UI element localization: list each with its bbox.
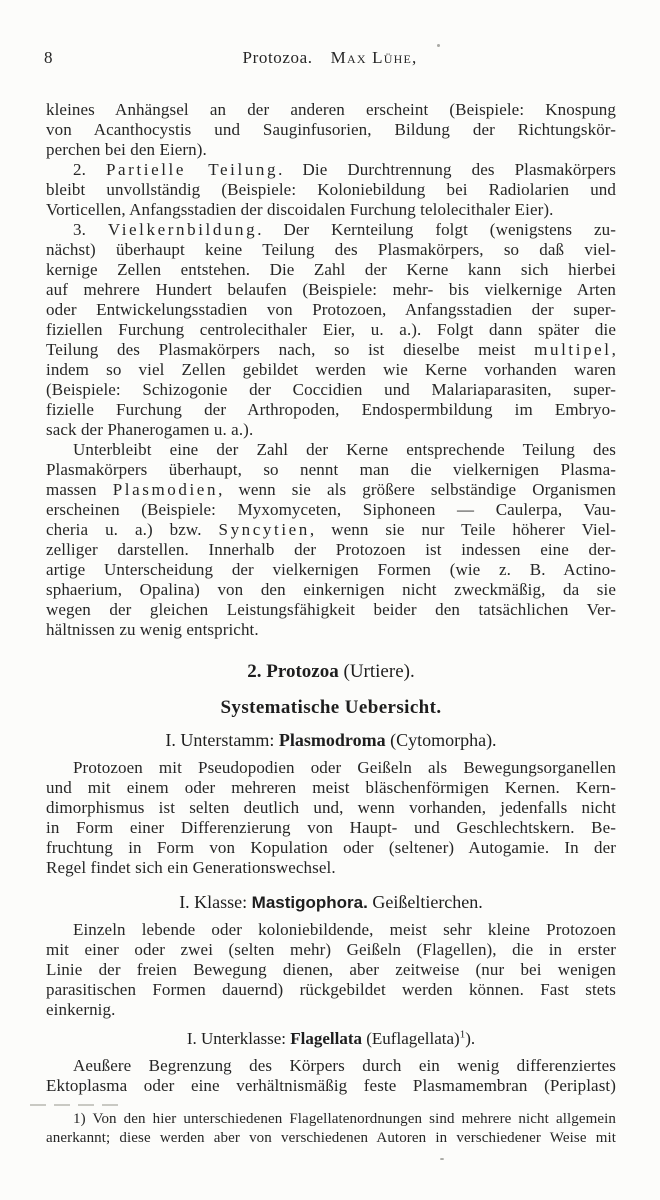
letterspaced-term: multipel	[534, 340, 612, 359]
text-line: parasitischen Formen dauernd) rückgebildet werden können. Fast stets	[46, 980, 616, 999]
text-line: Linie der freien Bewegung dienen, aber zeitweise (nur bei wenigen	[46, 960, 616, 979]
running-title: Protozoa.	[242, 48, 313, 67]
text-line: Vorticellen, Anfangsstadien der discoidalen Furchung telolecithaler Eier).	[46, 200, 554, 219]
text-line: Protozoen mit Pseudopodien oder Geißeln als Bewegungsorganellen	[73, 758, 616, 777]
heading-rest: (Cytomorpha).	[385, 730, 497, 750]
text-line: nächst) überhaupt keine Teilung des Plasmakörpers, so daß viel-	[46, 240, 616, 259]
running-header	[0, 0, 660, 68]
paragraph-vielkernbildung	[46, 220, 616, 440]
heading-rest: Geißeltierchen.	[367, 892, 483, 912]
letterspaced-term: Vielkernbildung	[107, 220, 258, 239]
text-line: erscheinen (Beispiele: Myxomyceten, Siphoneen — Caulerpa, Vau-	[46, 500, 616, 519]
text-line: sphaerium, Opalina) von den einkernigen nicht zweckmäßig, da sie	[46, 580, 616, 599]
line-part: cheria u. a.) bzw.	[46, 520, 219, 539]
text-line: artige Unterscheidung der vielkernigen Formen (wie z. B. Actino-	[46, 560, 616, 579]
line-part: . Der Kernteilung folgt (wenigstens zu-	[257, 220, 616, 239]
text-line: sack der Phanerogamen u. a.).	[46, 420, 254, 439]
paragraph-plasmodien	[46, 440, 616, 640]
scan-speck	[440, 1158, 444, 1160]
text-line: einkernig.	[46, 1000, 116, 1019]
heading-pre: I. Klasse:	[179, 892, 252, 912]
heading-rest: ).	[465, 1029, 476, 1048]
text-line: fizielle Furchung der Arthropoden, Endospermbildung im Embryo-	[46, 400, 616, 419]
heading-unterstamm-plasmodroma	[46, 728, 616, 752]
heading-pre: I. Unterklasse:	[186, 1029, 291, 1048]
heading-klasse-mastigophora	[46, 890, 616, 914]
text-line: mit einer oder zwei (selten mehr) Geißeln (Flagellen), die in erster	[46, 940, 616, 959]
text-line: Regel findet sich ein Generationswechsel.	[46, 858, 336, 877]
text-line: in Form einer Differenzierung von Haupt- und Geschlechtskern. Be-	[46, 818, 616, 837]
text-line	[46, 220, 616, 240]
text-line: Ektoplasma oder eine verhältnismäßig feste Plasmamembran (Periplast)	[46, 1076, 616, 1095]
paragraph-partielle-teilung	[46, 160, 616, 220]
text-line: hältnissen zu wenig entspricht.	[46, 620, 259, 639]
text-column	[0, 100, 660, 1148]
paragraph-mastigophora-diagnose	[46, 920, 616, 1020]
footnote-line: anerkannt; diese werden aber von verschiedenen Autoren in verschiedener Weise mit	[46, 1130, 616, 1146]
text-line	[46, 160, 616, 180]
heading-rest: (Urtiere).	[338, 661, 415, 682]
text-line: Einzeln lebende oder koloniebildende, meist sehr kleine Protozoen	[73, 920, 616, 939]
text-line: oder Entwickelungsstadien von Protozoen, Anfangsstadien der super-	[46, 300, 616, 319]
line-part: . Die Durchtrennung des Plasmakörpers	[278, 160, 616, 179]
text-line: fruchtung in Form von Kopulation oder (seltener) Autogamie. In der	[46, 838, 616, 857]
heading-bold-part: 2. Protozoa	[247, 661, 339, 682]
line-part: , wenn sie nur Teile höherer Viel-	[309, 520, 616, 539]
heading-bold-part: Flagellata	[290, 1029, 363, 1048]
heading-unterklasse-flagellata	[46, 1028, 616, 1050]
text-line: kleines Anhängsel an der anderen erscheint (Beispiele: Knospung	[46, 100, 616, 119]
text-line: Plasmakörpers überhaupt, so nennt man die vielkernigen Plasma-	[46, 460, 616, 479]
line-part: ,	[611, 340, 616, 359]
line-part: massen	[46, 480, 113, 499]
page-number: 8	[44, 48, 53, 67]
text-line: bleibt unvollständig (Beispiele: Koloniebildung bei Radiolarien und	[46, 180, 616, 199]
section-heading-protozoa	[46, 660, 616, 684]
footnote	[46, 1110, 616, 1148]
heading-bold-part: Mastigophora.	[251, 893, 368, 912]
running-author: Max Lühe,	[330, 48, 418, 67]
line-part: 2.	[73, 160, 106, 179]
text-line	[46, 520, 616, 540]
text-line: dimorphismus ist selten deutlich und, wenn vorhanden, jedenfalls nicht	[46, 798, 616, 817]
line-part: 3.	[73, 220, 108, 239]
text-line	[46, 480, 616, 500]
letterspaced-term: Partielle Teilung	[105, 160, 279, 179]
text-line: Aeußere Begrenzung des Körpers durch ein wenig differenziertes	[73, 1056, 616, 1075]
footnote-line: 1) Von den hier unterschiedenen Flagellatenordnungen sind mehrere nicht allgemein	[73, 1111, 616, 1127]
text-line: wegen der gleichen Leistungsfähigkeit beider den tatsächlichen Ver-	[46, 600, 616, 619]
section-heading-systematische-uebersicht: Systematische Uebersicht.	[220, 697, 442, 718]
text-line: auf mehrere Hundert belaufen (Beispiele: mehr- bis vielkernige Arten	[46, 280, 616, 299]
footnote-marker: 1	[459, 1028, 466, 1041]
text-line: Unterbleibt eine der Zahl der Kerne entsprechende Teilung des	[73, 440, 616, 459]
heading-pre: I. Unterstamm:	[165, 730, 279, 750]
text-line: (Beispiele: Schizogonie der Coccidien und Malariaparasiten, super-	[46, 380, 616, 399]
letterspaced-term: Syncytien	[218, 520, 310, 539]
text-line: und mit einem oder mehreren meist bläschenförmigen Kernen. Kern-	[46, 778, 616, 797]
text-line: kernige Zellen entstehen. Die Zahl der Kerne kann sich hierbei	[46, 260, 616, 279]
text-line: fiziellen Furchung centrolecithaler Eier, u. a.). Folgt dann später die	[46, 320, 616, 339]
letterspaced-term: Plasmodien	[112, 480, 219, 499]
line-part: Teilung des Plasmakörpers nach, so ist dieselbe meist	[46, 340, 535, 359]
paragraph-continuation	[46, 100, 616, 160]
paragraph-flagellata-diagnose	[46, 1056, 616, 1096]
text-line: zelliger darstellen. Innerhalb der Protozoen ist indessen eine der-	[46, 540, 616, 559]
text-line	[46, 340, 616, 360]
text-line: perchen bei den Eiern).	[46, 140, 207, 159]
heading-mid: (Euflagellata)	[362, 1029, 460, 1048]
heading-bold-part: Plasmodroma	[278, 730, 386, 750]
footnote-separator	[30, 1104, 118, 1106]
text-line: von Acanthocystis und Sauginfusorien, Bildung der Richtungskör-	[46, 120, 616, 139]
line-part: , wenn sie als größere selbständige Organismen	[218, 480, 616, 499]
paragraph-plasmodroma-diagnose	[46, 758, 616, 878]
text-line: indem so viel Zellen gebildet werden wie Kerne vorhanden waren	[46, 360, 616, 379]
